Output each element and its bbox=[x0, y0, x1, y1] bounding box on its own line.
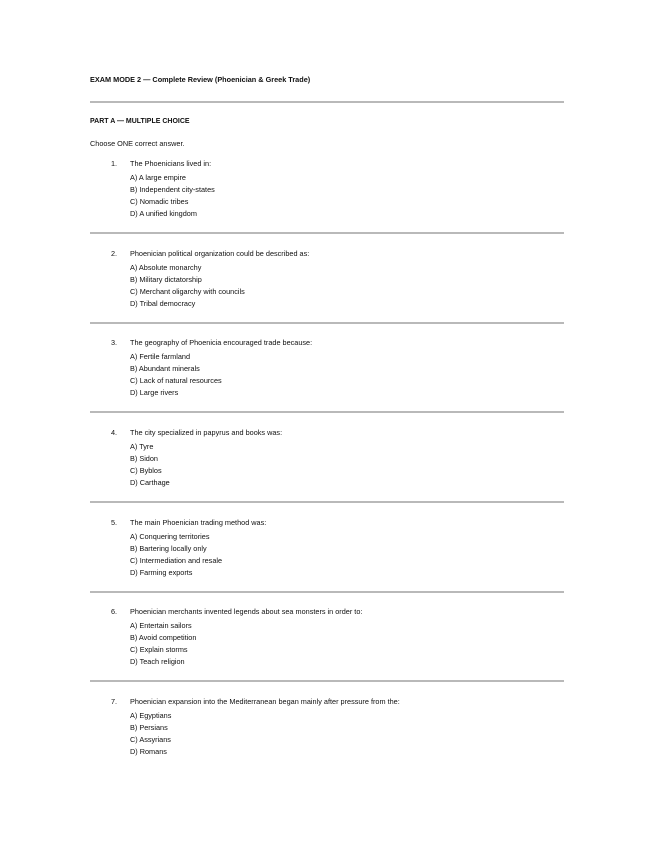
question-number: 2. bbox=[111, 249, 118, 258]
question-text: Phoenician expansion into the Mediterranean began mainly after pressure from the: bbox=[130, 697, 400, 706]
option-c: C) Byblos bbox=[130, 466, 162, 476]
option-c: C) Explain storms bbox=[130, 645, 188, 655]
question-text: The geography of Phoenicia encouraged trade because: bbox=[130, 338, 313, 347]
question-text: The main Phoenician trading method was: bbox=[130, 518, 267, 527]
option-d: D) Farming exports bbox=[130, 568, 193, 578]
option-b: B) Abundant minerals bbox=[130, 363, 200, 373]
answer-options bbox=[130, 172, 215, 221]
option-b: B) Bartering locally only bbox=[130, 543, 207, 553]
section-title: PART A — MULTIPLE CHOICE bbox=[90, 118, 190, 125]
question-number: 1. bbox=[111, 159, 118, 168]
option-d: D) Romans bbox=[130, 747, 167, 757]
answer-options bbox=[130, 441, 170, 490]
option-a: A) A large empire bbox=[130, 172, 186, 182]
option-b: B) Avoid competition bbox=[130, 632, 197, 642]
option-c: C) Assyrians bbox=[130, 735, 171, 745]
option-a: A) Tyre bbox=[130, 441, 154, 451]
instructions-text: Choose ONE correct answer. bbox=[90, 139, 185, 148]
option-d: D) Carthage bbox=[130, 478, 170, 488]
answer-options bbox=[130, 262, 245, 311]
divider bbox=[90, 501, 564, 503]
option-a: A) Egyptians bbox=[130, 710, 172, 720]
question-text: Phoenician political organization could be described as: bbox=[130, 249, 310, 258]
divider bbox=[90, 232, 564, 234]
divider bbox=[90, 411, 564, 413]
question-number: 4. bbox=[111, 428, 118, 437]
option-c: C) Merchant oligarchy with councils bbox=[130, 287, 245, 297]
option-a: A) Entertain sailors bbox=[130, 620, 192, 630]
page-title: EXAM MODE 2 — Complete Review (Phoenician & Greek Trade) bbox=[90, 75, 311, 84]
answer-options bbox=[130, 351, 222, 400]
option-d: D) Large rivers bbox=[130, 388, 179, 398]
question-text: Phoenician merchants invented legends about sea monsters in order to: bbox=[130, 607, 363, 616]
option-d: D) A unified kingdom bbox=[130, 209, 197, 219]
option-d: D) Teach religion bbox=[130, 657, 185, 667]
option-a: A) Conquering territories bbox=[130, 531, 210, 541]
option-c: C) Nomadic tribes bbox=[130, 197, 189, 207]
question-number: 5. bbox=[111, 518, 118, 527]
option-b: B) Sidon bbox=[130, 453, 158, 463]
question-number: 6. bbox=[111, 607, 118, 616]
option-b: B) Military dictatorship bbox=[130, 274, 202, 284]
option-c: C) Lack of natural resources bbox=[130, 376, 222, 386]
option-c: C) Intermediation and resale bbox=[130, 556, 223, 566]
option-a: A) Absolute monarchy bbox=[130, 262, 202, 272]
answer-options bbox=[130, 531, 222, 580]
option-a: A) Fertile farmland bbox=[130, 351, 191, 361]
divider bbox=[90, 322, 564, 324]
answer-options bbox=[130, 710, 171, 759]
divider bbox=[90, 680, 564, 682]
question-number: 7. bbox=[111, 697, 118, 706]
option-b: B) Independent city-states bbox=[130, 184, 215, 194]
answer-options bbox=[130, 620, 196, 669]
question-text: The Phoenicians lived in: bbox=[130, 159, 212, 168]
question-text: The city specialized in papyrus and books was: bbox=[130, 428, 283, 437]
option-b: B) Persians bbox=[130, 722, 168, 732]
divider bbox=[90, 101, 564, 103]
question-number: 3. bbox=[111, 338, 118, 347]
divider bbox=[90, 591, 564, 593]
option-d: D) Tribal democracy bbox=[130, 299, 196, 309]
